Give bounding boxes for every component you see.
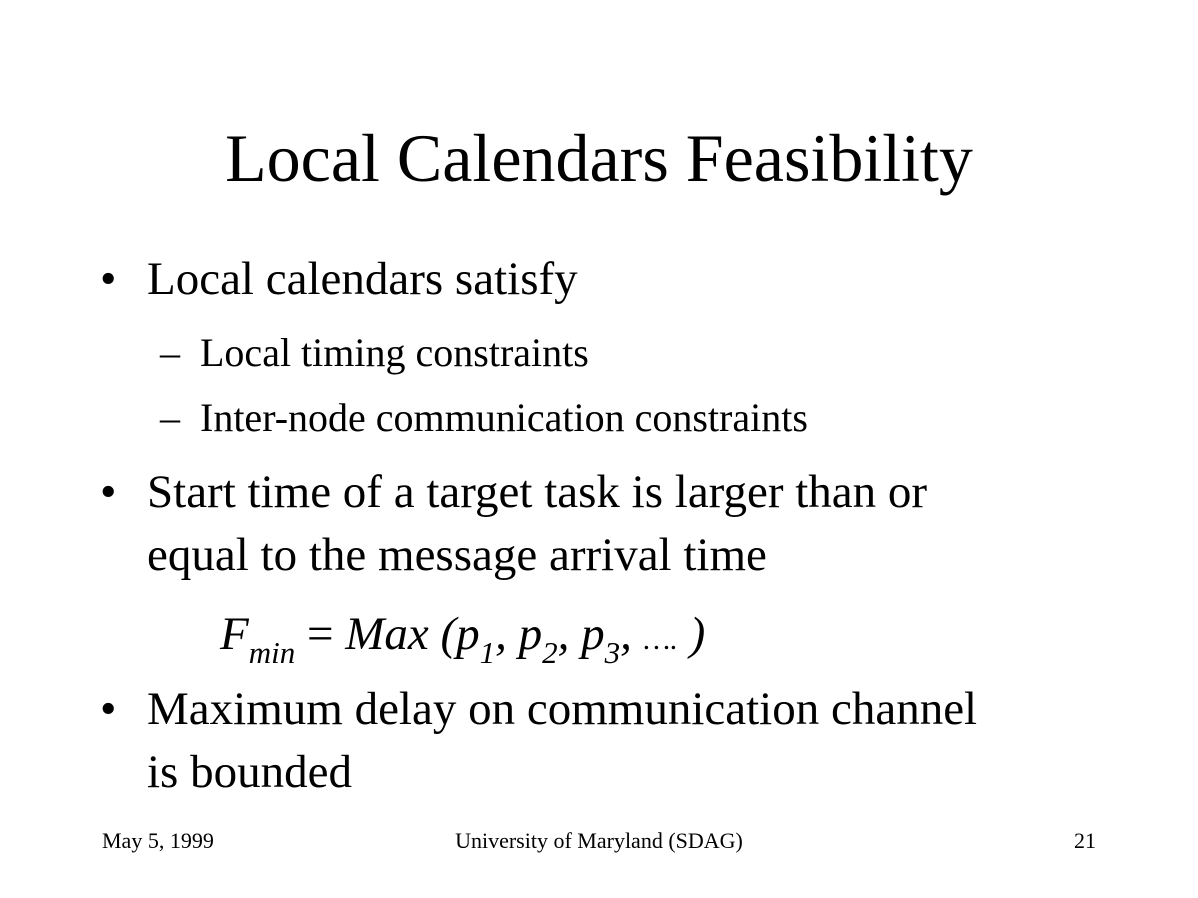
bullet-text: Local calendars satisfy: [147, 253, 578, 305]
formula: $F_{min}$ = Max ($p_1$, $p_2$, $p_3$, …. ): [220, 608, 706, 670]
formula-ellipsis: ….: [643, 623, 678, 656]
bullet-marker: •: [100, 253, 117, 305]
formula-p3-subscript: 3: [604, 635, 621, 670]
bullet-item: [100, 678, 1140, 804]
formula-p2-subscript: 2: [542, 635, 558, 670]
footer-date: May 5, 1999: [102, 828, 214, 853]
formula-p2: p: [518, 608, 543, 660]
formula-p1: p: [456, 608, 480, 660]
bullet-marker: •: [100, 683, 117, 735]
bullet-text-line-1: Start time of a target task is larger than or: [147, 466, 928, 518]
bullet-marker: •: [100, 466, 117, 518]
formula-close: ): [677, 608, 706, 660]
bullet-text-line-2: equal to the message arrival time: [147, 529, 767, 581]
sub-bullet-text: Local timing constraints: [200, 330, 589, 375]
bullet-text-line-1: Maximum delay on communication channel: [147, 683, 978, 735]
formula-lhs: F: [220, 608, 249, 660]
footer-organization: University of Maryland (SDAG): [455, 828, 743, 853]
bullet-text-line-2: is bounded: [147, 746, 352, 798]
dash-marker: –: [160, 330, 180, 375]
sub-bullet-text: Inter-node communication constraints: [200, 395, 808, 440]
formula-p1-subscript: 1: [479, 635, 496, 670]
page-number: 21: [1074, 828, 1096, 853]
sub-bullet-item: [160, 393, 1120, 443]
formula-function: Max (: [345, 608, 457, 660]
formula-p3: p: [581, 608, 605, 660]
dash-marker: –: [160, 395, 180, 440]
bullet-item: [100, 461, 1140, 587]
formula-equals: =: [295, 608, 346, 660]
sub-bullet-item: [160, 328, 1120, 378]
slide-title: Local Calendars Feasibility: [225, 120, 973, 196]
bullet-item: [100, 248, 1140, 311]
formula-lhs-subscript: min: [248, 635, 296, 670]
